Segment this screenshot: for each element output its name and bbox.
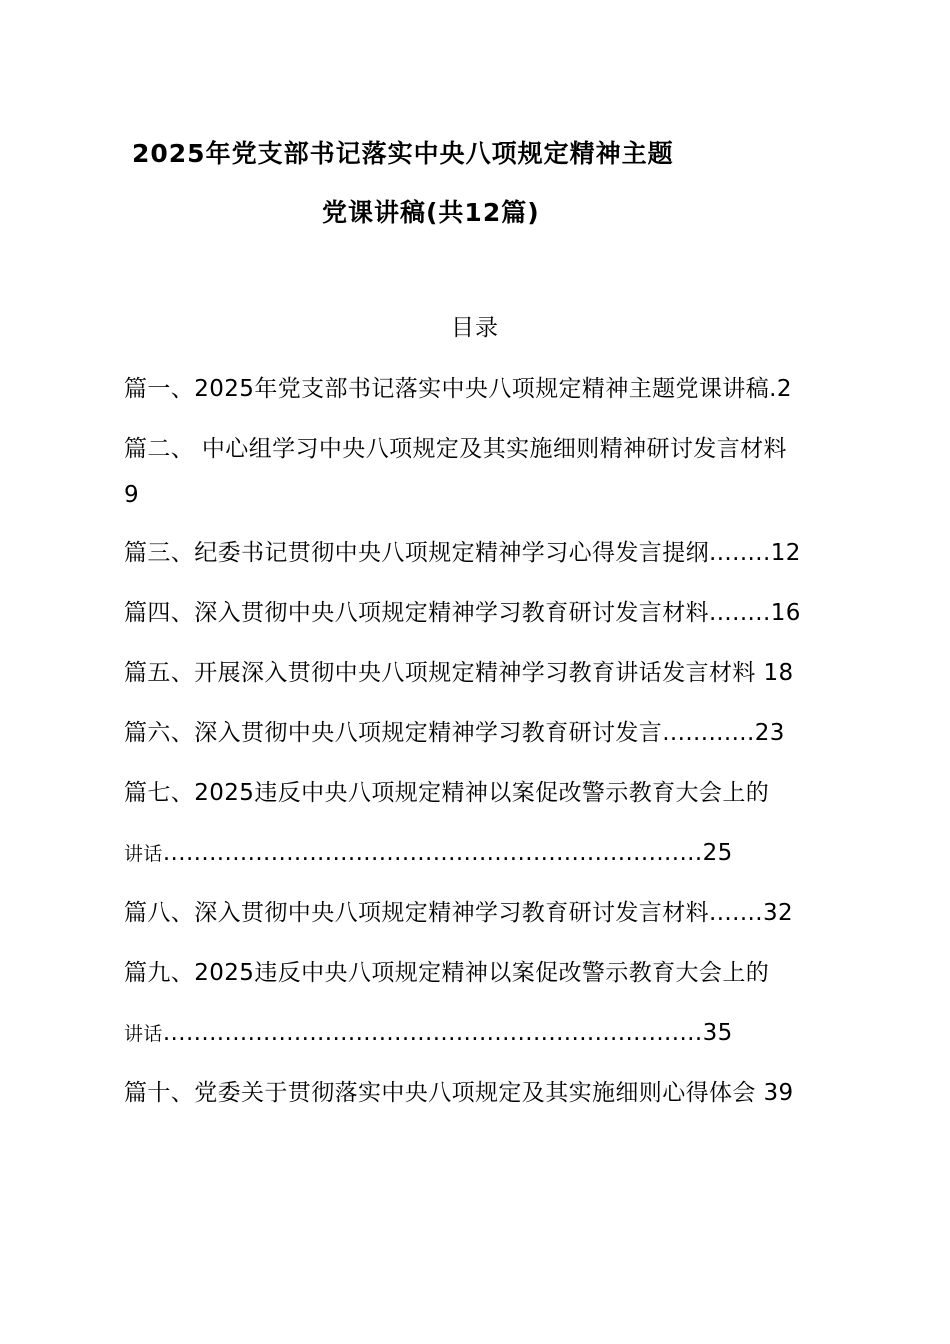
toc-entry-9-continued <box>124 1018 733 1049</box>
toc-entry-9-leader: ......................................................................35 <box>162 1020 733 1046</box>
toc-entry-7-leader: ......................................................................25 <box>162 840 733 866</box>
toc-entry-6: 篇六、深入贯彻中央八项规定精神学习教育研讨发言............23 <box>124 720 785 746</box>
toc-entry-10: 篇十、党委关于贯彻落实中央八项规定及其实施细则心得体会 39 <box>124 1080 794 1106</box>
toc-entry-2-page: 9 <box>124 482 140 508</box>
toc-entry-7-continued <box>124 838 733 869</box>
document-title-line-2: 党课讲稿(共12篇) <box>322 198 540 227</box>
toc-entry-7: 篇七、2025违反中央八项规定精神以案促改警示教育大会上的 <box>124 780 770 806</box>
toc-entry-1: 篇一、2025年党支部书记落实中央八项规定精神主题党课讲稿.2 <box>124 376 792 402</box>
toc-entry-2: 篇二、 中心组学习中央八项规定及其实施细则精神研讨发言材料 <box>124 436 787 462</box>
toc-entry-4: 篇四、深入贯彻中央八项规定精神学习教育研讨发言材料........16 <box>124 600 801 626</box>
toc-entry-3: 篇三、纪委书记贯彻中央八项规定精神学习心得发言提纲........12 <box>124 540 801 566</box>
toc-entry-7-word: 讲话 <box>124 843 163 865</box>
toc-entry-5: 篇五、开展深入贯彻中央八项规定精神学习教育讲话发言材料 18 <box>124 660 794 686</box>
toc-entry-9: 篇九、2025违反中央八项规定精神以案促改警示教育大会上的 <box>124 960 770 986</box>
document-title-line-1: 2025年党支部书记落实中央八项规定精神主题 <box>132 139 674 168</box>
toc-entry-8: 篇八、深入贯彻中央八项规定精神学习教育研讨发言材料.......32 <box>124 900 794 926</box>
toc-heading: 目录 <box>451 315 499 341</box>
toc-entry-9-word: 讲话 <box>124 1023 163 1045</box>
